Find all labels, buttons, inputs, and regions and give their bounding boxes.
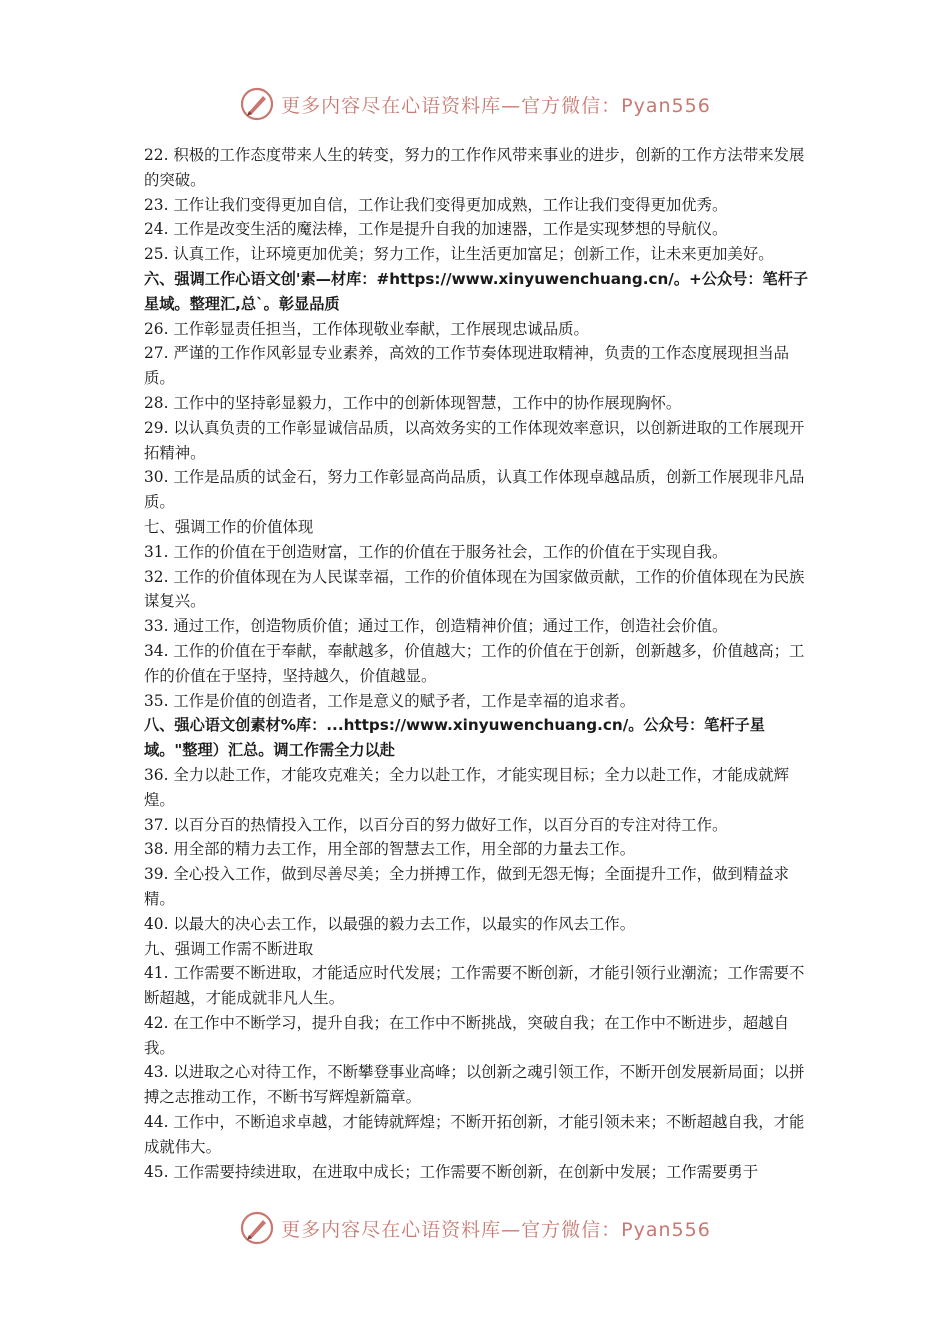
item-43: 43. 以进取之心对待工作，不断攀登事业高峰；以创新之魂引领工作，不断开创发展新局面；以拼搏之志推动工作，不断书写辉煌新篇章。 [144,1063,805,1107]
pen-logo-icon [239,86,275,122]
item-41: 41. 工作需要不断进取，才能适应时代发展；工作需要不断创新，才能引领行业潮流；工作需要不断超越，才能成就非凡人生。 [144,964,805,1008]
footer-text: 更多内容尽在心语资料库—官方微信：Pyan556 [281,1218,711,1241]
item-31: 31. 工作的价值在于创造财富，工作的价值在于服务社会，工作的价值在于实现自我。 [144,542,728,561]
item-28: 28. 工作中的坚持彰显毅力，工作中的创新体现智慧，工作中的协作展现胸怀。 [144,393,682,412]
header-text: 更多内容尽在心语资料库—官方微信：Pyan556 [281,94,711,117]
item-40: 40. 以最大的决心去工作，以最强的毅力去工作，以最实的作风去工作。 [144,914,636,933]
item-24: 24. 工作是改变生活的魔法棒，工作是提升自我的加速器，工作是实现梦想的导航仪。 [144,220,728,239]
item-27: 27. 严谨的工作作风彰显专业素养，高效的工作节奏体现进取精神，负责的工作态度展现担当品质。 [144,344,789,388]
item-32: 32. 工作的价值体现在为人民谋幸福，工作的价值体现在为国家做贡献，工作的价值体现在为民族谋复兴。 [144,567,805,611]
item-23: 23. 工作让我们变得更加自信，工作让我们变得更加成熟，工作让我们变得更加优秀。 [144,195,728,214]
item-34: 34. 工作的价值在于奉献，奉献越多，价值越大；工作的价值在于创新，创新越多，价值越高；工作的价值在于坚持，坚持越久，价值越显。 [144,641,805,685]
item-42: 42. 在工作中不断学习，提升自我；在工作中不断挑战，突破自我；在工作中不断进步，超越自我。 [144,1013,789,1057]
item-35: 35. 工作是价值的创造者，工作是意义的赋予者，工作是幸福的追求者。 [144,691,636,710]
item-45: 45. 工作需要持续进取，在进取中成长；工作需要不断创新，在创新中发展；工作需要勇于 [144,1162,759,1181]
item-39: 39. 全心投入工作，做到尽善尽美；全力拼搏工作，做到无怨无悔；全面提升工作，做到精益求精。 [144,865,789,908]
item-25: 25. 认真工作，让环境更加优美；努力工作，让生活更加富足；创新工作，让未来更加美好。 [144,245,774,264]
section-heading-6: 六、强调工作心语文创'素—材库：#https://www.xinyuwenchuang.cn/。+公众号：笔杆子星域。整理汇,总`。彰显品质 [144,269,809,313]
item-22: 22. 积极的工作态度带来人生的转变，努力的工作作风带来事业的进步，创新的工作方法带来发展的突破。 [144,146,805,189]
section-heading-9: 九、强调工作需不断进取 [144,939,314,958]
section-heading-8: 八、强心语文创素材%库：...https://www.xinyuwenchuang.cn/。公众号：笔杆子星域。"整理）汇总。调工作需全力以赴 [144,716,765,760]
footer-banner [0,1208,950,1248]
item-44: 44. 工作中，不断追求卓越，才能铸就辉煌；不断开拓创新，才能引领未来；不断超越自我，才能成就伟大。 [144,1113,805,1156]
item-36: 36. 全力以赴工作，才能攻克难关；全力以赴工作，才能实现目标；全力以赴工作，才能成就辉煌。 [144,765,789,809]
item-38: 38. 用全部的精力去工作，用全部的智慧去工作，用全部的力量去工作。 [144,840,636,859]
item-29: 29. 以认真负责的工作彰显诚信品质，以高效务实的工作体现效率意识，以创新进取的工作展现开拓精神。 [144,418,805,462]
item-33: 33. 通过工作，创造物质价值；通过工作，创造精神价值；通过工作，创造社会价值。 [144,617,728,636]
item-37: 37. 以百分百的热情投入工作，以百分百的努力做好工作，以百分百的专注对待工作。 [144,815,728,834]
item-30: 30. 工作是品质的试金石，努力工作彰显高尚品质，认真工作体现卓越品质，创新工作展现非凡品质。 [144,468,805,512]
section-heading-7: 七、强调工作的价值体现 [144,517,314,536]
item-26: 26. 工作彰显责任担当，工作体现敬业奉献，工作展现忠诚品质。 [144,319,589,338]
document-body [144,143,814,1184]
pen-logo-icon [239,1210,275,1246]
header-banner [0,84,950,124]
